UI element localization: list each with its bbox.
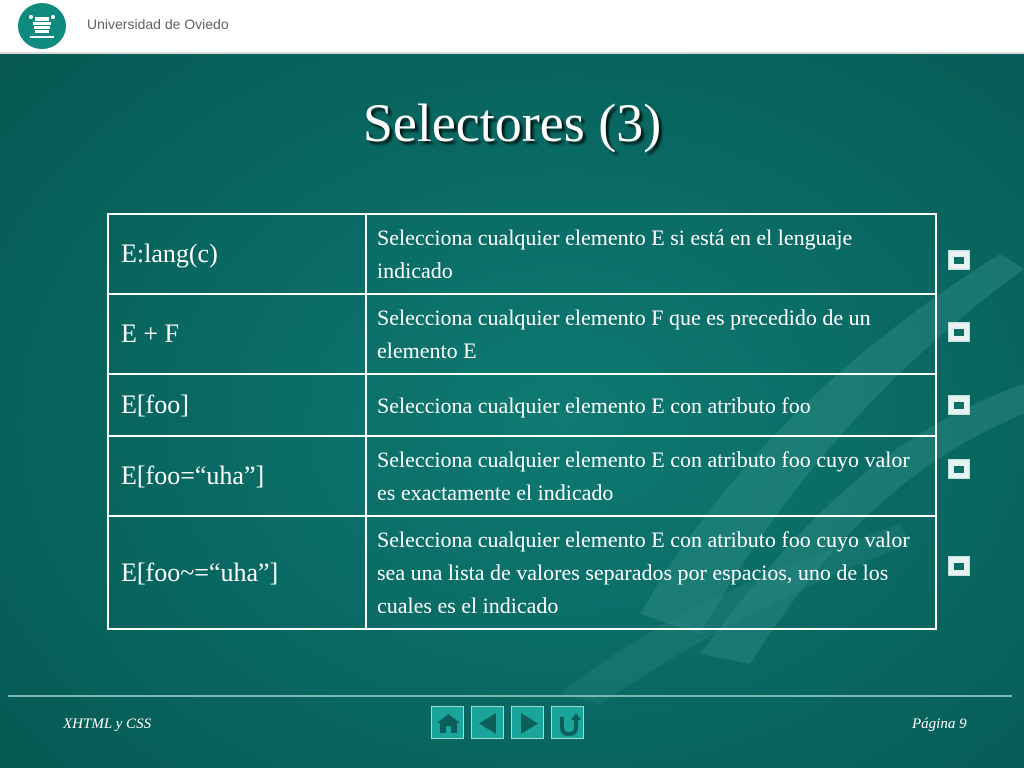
table-row bbox=[108, 516, 936, 629]
table-row bbox=[108, 294, 936, 374]
return-button[interactable] bbox=[551, 706, 584, 739]
home-icon bbox=[432, 707, 465, 740]
description-cell: Selecciona cualquier elemento E con atributo foo cuyo valor sea una lista de valores separados por espacios, uno de los cuales es el indicado bbox=[366, 516, 936, 629]
footer-course-label: XHTML y CSS bbox=[63, 716, 152, 732]
university-logo bbox=[18, 3, 66, 49]
home-button[interactable] bbox=[431, 706, 464, 739]
description-cell: Selecciona cualquier elemento F que es precedido de un elemento E bbox=[366, 294, 936, 374]
institution-name: Universidad de Oviedo bbox=[87, 16, 229, 32]
description-cell: Selecciona cualquier elemento E con atributo foo bbox=[366, 374, 936, 436]
slide-title: Selectores (3) bbox=[362, 93, 662, 153]
video-icon[interactable] bbox=[948, 322, 970, 342]
selector-cell: E:lang(c) bbox=[108, 214, 366, 294]
video-icon[interactable] bbox=[948, 250, 970, 270]
selector-cell: E[foo=“uha”] bbox=[108, 436, 366, 516]
page-number: Página 9 bbox=[912, 716, 967, 732]
description-cell: Selecciona cualquier elemento E con atributo foo cuyo valor es exactamente el indicado bbox=[366, 436, 936, 516]
video-icon[interactable] bbox=[948, 556, 970, 576]
return-icon bbox=[552, 707, 585, 740]
header-bar bbox=[0, 0, 1024, 54]
table-row bbox=[108, 374, 936, 436]
previous-icon bbox=[472, 707, 505, 740]
description-cell: Selecciona cualquier elemento E si está en el lenguaje indicado bbox=[366, 214, 936, 294]
selector-cell: E + F bbox=[108, 294, 366, 374]
video-icon[interactable] bbox=[948, 395, 970, 415]
selector-cell: E[foo~=“uha”] bbox=[108, 516, 366, 629]
previous-button[interactable] bbox=[471, 706, 504, 739]
next-button[interactable] bbox=[511, 706, 544, 739]
video-icon[interactable] bbox=[948, 459, 970, 479]
footer-divider bbox=[8, 695, 1012, 697]
next-icon bbox=[512, 707, 545, 740]
table-row bbox=[108, 214, 936, 294]
table-row bbox=[108, 436, 936, 516]
selectors-table bbox=[107, 213, 937, 630]
selector-cell: E[foo] bbox=[108, 374, 366, 436]
